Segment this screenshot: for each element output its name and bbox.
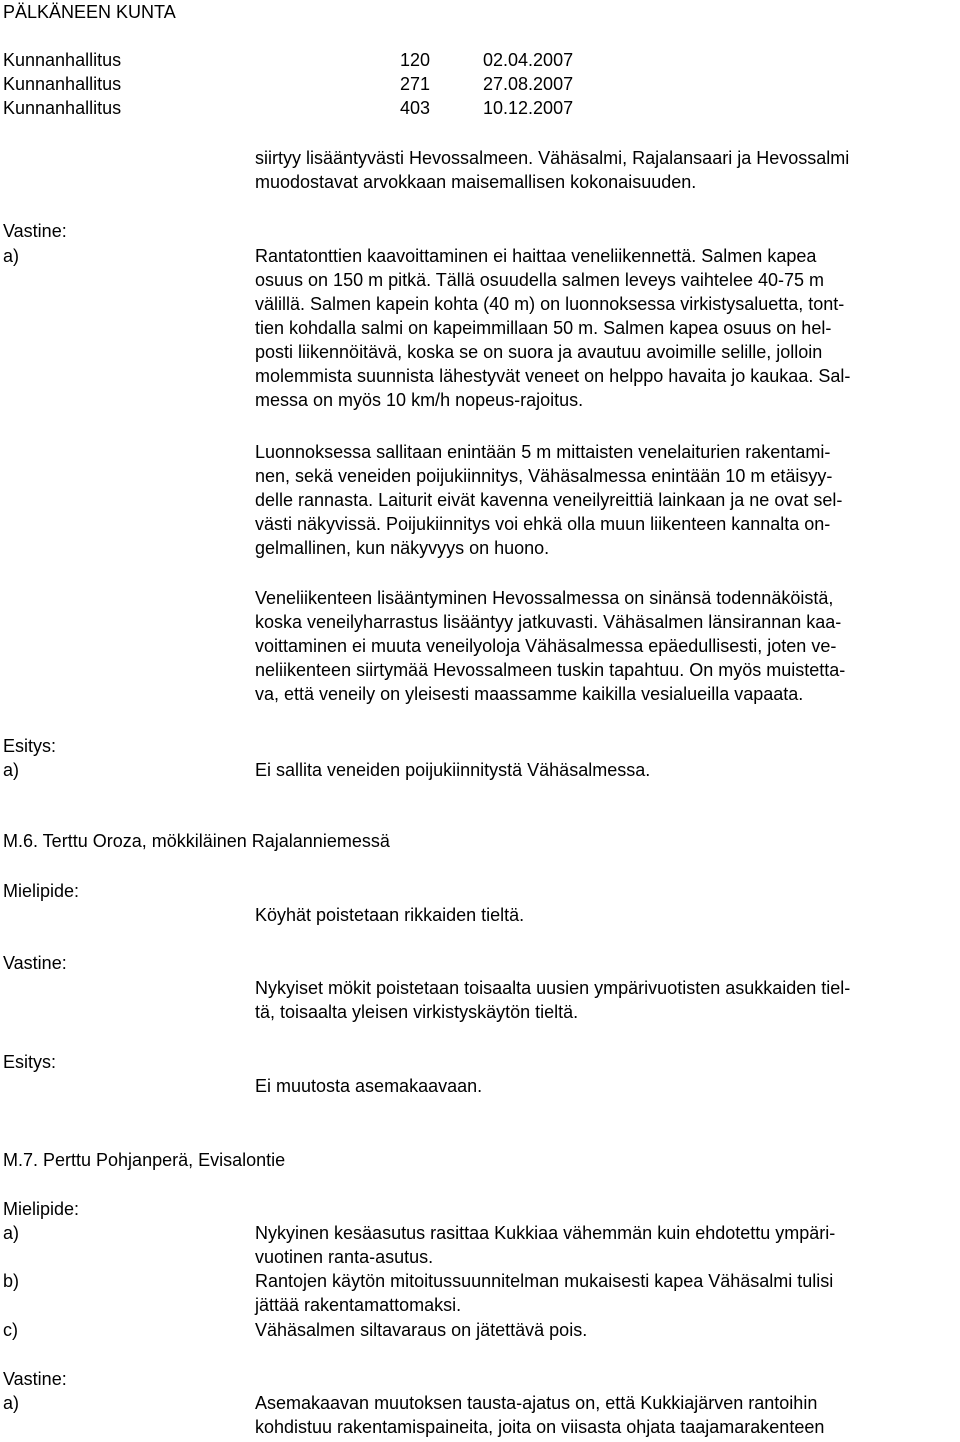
text-line: neliikenteen siirtymää Hevossalmeen tuskin tapahtuu. On myös muistetta- bbox=[255, 660, 846, 680]
item-marker: a) bbox=[3, 760, 20, 780]
item-marker: c) bbox=[3, 1320, 18, 1340]
item-marker: a) bbox=[3, 246, 20, 266]
text-line: gelmallinen, kun näkyvyys on huono. bbox=[255, 538, 550, 558]
text-line: voittaminen ei muuta veneilyoloja Vähäsalmessa epäedullisesti, joten ve- bbox=[255, 636, 837, 656]
text-line: osuus on 150 m pitkä. Tällä osuudella salmen leveys vaihtelee 40-75 m bbox=[255, 270, 824, 290]
text-line: Rantatonttien kaavoittaminen ei haittaa veneliikennettä. Salmen kapea bbox=[255, 246, 817, 266]
mielipide-label: Mielipide: bbox=[3, 881, 80, 901]
text-line: Nykyinen kesäasutus rasittaa Kukkiaa vähemmän kuin ehdotettu ympäri- bbox=[255, 1223, 836, 1243]
vastine-paragraph-3 bbox=[255, 586, 955, 706]
text-line: välillä. Salmen kapein kohta (40 m) on luonnoksessa virkistysaluetta, tont- bbox=[255, 294, 845, 314]
text-line: jättää rakentamattomaksi. bbox=[255, 1295, 462, 1315]
vastine-label: Vastine: bbox=[3, 953, 67, 973]
item-marker: a) bbox=[3, 1223, 20, 1243]
text-line: Rantojen käytön mitoitussuunnitelman mukaisesti kapea Vähäsalmi tulisi bbox=[255, 1271, 834, 1291]
ref-date: 10.12.2007 bbox=[483, 98, 574, 118]
text-line: molemmista suunnista lähestyvät veneet on helppo havaita jo kaukaa. Sal- bbox=[255, 366, 851, 386]
item-marker: a) bbox=[3, 1393, 20, 1413]
ref-date: 02.04.2007 bbox=[483, 50, 574, 70]
section-heading-m6: M.6. Terttu Oroza, mökkiläinen Rajalanniemessä bbox=[3, 831, 390, 851]
text-line: tä, toisaalta yleisen virkistyskäytön tieltä. bbox=[255, 1002, 579, 1022]
text-line: delle rannasta. Laiturit eivät kavenna veneilyreittiä lainkaan ja ne ovat sel- bbox=[255, 490, 843, 510]
mielipide-label: Mielipide: bbox=[3, 1199, 80, 1219]
text-line: posti liikennöitävä, koska se on suora ja avautuu avoimille selille, jolloin bbox=[255, 342, 823, 362]
vastine-paragraph-2 bbox=[255, 440, 955, 560]
esitys-label: Esitys: bbox=[3, 1052, 57, 1072]
text-line: koska veneilyharrastus lisääntyy jatkuvasti. Vähäsalmen länsirannan kaa- bbox=[255, 612, 842, 632]
mielipide-text: Köyhät poistetaan rikkaiden tieltä. bbox=[255, 905, 525, 925]
text-line: muodostavat arvokkaan maisemallisen kokonaisuuden. bbox=[255, 172, 697, 192]
municipality-name: PÄLKÄNEEN KUNTA bbox=[3, 2, 176, 22]
intro-paragraph bbox=[255, 146, 955, 194]
vastine-paragraph bbox=[255, 1391, 824, 1439]
ref-number: 403 bbox=[400, 98, 431, 118]
vastine-label: Vastine: bbox=[3, 1369, 67, 1389]
esitys-text: Ei muutosta asemakaavaan. bbox=[255, 1076, 483, 1096]
section-heading-m7: M.7. Perttu Pohjanperä, Evisalontie bbox=[3, 1150, 286, 1170]
text-line: Luonnoksessa sallitaan enintään 5 m mittaisten venelaiturien rakentami- bbox=[255, 442, 831, 462]
vastine-label: Vastine: bbox=[3, 221, 67, 241]
ref-body: Kunnanhallitus bbox=[3, 98, 122, 118]
ref-number: 271 bbox=[400, 74, 431, 94]
esitys-label: Esitys: bbox=[3, 736, 57, 756]
ref-body: Kunnanhallitus bbox=[3, 50, 122, 70]
text-line: Asemakaavan muutoksen tausta-ajatus on, että Kukkiajärven rantoihin bbox=[255, 1393, 818, 1413]
mielipide-item bbox=[255, 1318, 587, 1342]
text-line: Vähäsalmen siltavaraus on jätettävä pois. bbox=[255, 1320, 588, 1340]
vastine-paragraph bbox=[255, 976, 955, 1024]
mielipide-item bbox=[255, 1221, 835, 1269]
text-line: Veneliikenteen lisääntyminen Hevossalmessa on sinänsä todennäköistä, bbox=[255, 588, 834, 608]
text-line: tien kohdalla salmi on kapeimmillaan 50 m. Salmen kapea osuus on hel- bbox=[255, 318, 832, 338]
vastine-paragraph-1 bbox=[255, 244, 955, 412]
text-line: nen, sekä veneiden poijukiinnitys, Vähäsalmessa enintään 10 m etäisyy- bbox=[255, 466, 833, 486]
ref-body: Kunnanhallitus bbox=[3, 74, 122, 94]
text-line: siirtyy lisääntyvästi Hevossalmeen. Vähäsalmi, Rajalansaari ja Hevossalmi bbox=[255, 148, 850, 168]
ref-date: 27.08.2007 bbox=[483, 74, 574, 94]
text-line: vuotinen ranta-asutus. bbox=[255, 1247, 434, 1267]
text-line: kohdistuu rakentamispaineita, joita on viisasta ohjata taajamarakenteen bbox=[255, 1417, 825, 1437]
item-marker: b) bbox=[3, 1271, 20, 1291]
esitys-text: Ei sallita veneiden poijukiinnitystä Vähäsalmessa. bbox=[255, 760, 651, 780]
mielipide-item bbox=[255, 1269, 833, 1317]
text-line: västi näkyvissä. Poijukiinnitys voi ehkä olla muun liikenteen kannalta on- bbox=[255, 514, 831, 534]
text-line: messa on myös 10 km/h nopeus-rajoitus. bbox=[255, 390, 584, 410]
text-line: Nykyiset mökit poistetaan toisaalta uusien ympärivuotisten asukkaiden tiel- bbox=[255, 978, 851, 998]
ref-number: 120 bbox=[400, 50, 431, 70]
text-line: va, että veneily on yleisesti maassamme kaikilla vesialueilla vapaata. bbox=[255, 684, 804, 704]
